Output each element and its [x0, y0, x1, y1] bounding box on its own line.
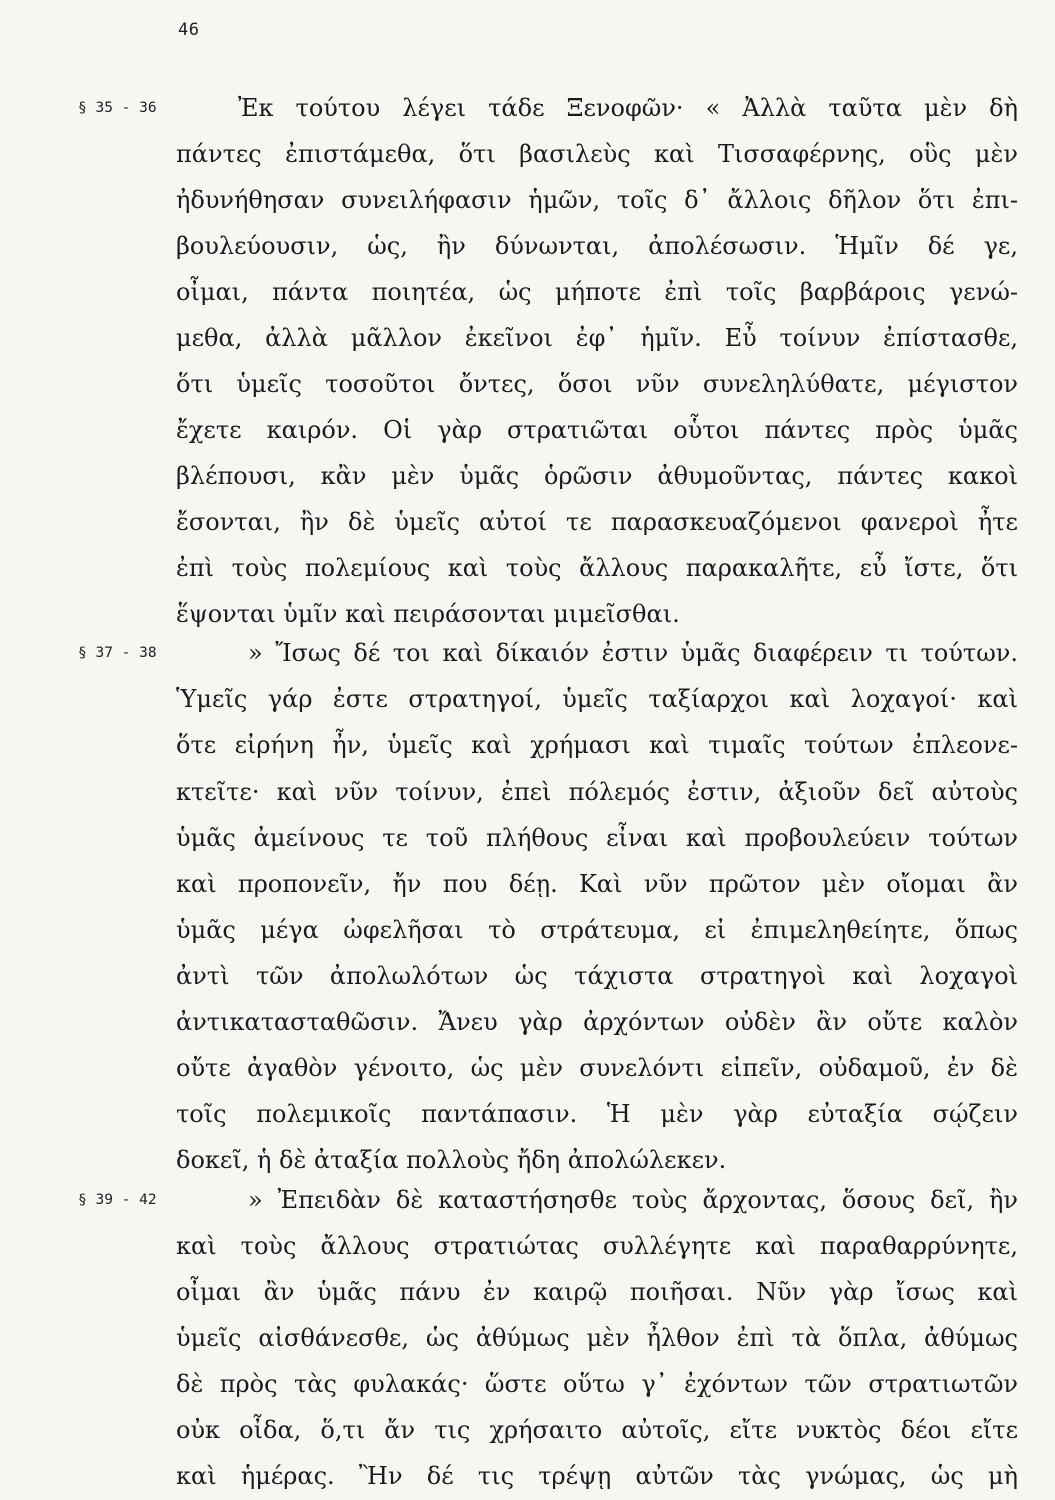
text-line: ὅτε εἰρήνη ἦν, ὑμεῖς καὶ χρήμασι καὶ τιμαῖς τούτων ἐπλεονε-: [176, 731, 1018, 760]
text-line: ὑμᾶς μέγα ὠφελῆσαι τὸ στράτευμα, εἰ ἐπιμεληθείητε, ὅπως: [176, 915, 1018, 944]
text-line: ἀντικατασταθῶσιν. Ἄνευ γὰρ ἀρχόντων οὐδὲν ἂν οὔτε καλὸν: [176, 1007, 1018, 1036]
text-line: μεθα, ἀλλὰ μᾶλλον ἐκεῖνοι ἐφ᾽ ἡμῖν. Εὖ τοίνυν ἐπίστασθε,: [176, 324, 1018, 353]
text-line: ἠδυνήθησαν συνειλήφασιν ἡμῶν, τοῖς δ᾽ ἄλλοις δῆλον ὅτι ἐπι-: [176, 186, 1018, 215]
text-line: ὑμᾶς ἀμείνους τε τοῦ πλήθους εἶναι καὶ προβουλεύειν τούτων: [176, 823, 1018, 852]
text-line: βουλεύουσιν, ὡς, ἢν δύνωνται, ἀπολέσωσιν. Ἡμῖν δέ γε,: [176, 232, 1018, 261]
text-line: πάντες ἐπιστάμεθα, ὅτι βασιλεὺς καὶ Τισσαφέρνης, οὓς μὲν: [176, 140, 1018, 169]
text-line: οἶμαι, πάντα ποιητέα, ὡς μήποτε ἐπὶ τοῖς βαρβάροις γενώ-: [176, 278, 1018, 307]
text-line: καὶ ἡμέρας. Ἢν δέ τις τρέψῃ αὐτῶν τὰς γνώμας, ὡς μὴ: [176, 1462, 1018, 1490]
text-line: ὅτι ὑμεῖς τοσοῦτοι ὄντες, ὅσοι νῦν συνεληλύθατε, μέγιστον: [176, 370, 1018, 399]
text-line: οὔτε ἀγαθὸν γένοιτο, ὡς μὲν συνελόντι εἰπεῖν, οὐδαμοῦ, ἐν δὲ: [176, 1053, 1018, 1082]
section-marker: § 37 - 38: [78, 645, 157, 662]
text-line: κτεῖτε· καὶ νῦν τοίνυν, ἐπεὶ πόλεμός ἐστιν, ἀξιοῦν δεῖ αὐτοὺς: [176, 777, 1018, 806]
text-line: Ἐκ τούτου λέγει τάδε Ξενοφῶν· « Ἀλλὰ ταῦτα μὲν δὴ: [238, 94, 1018, 122]
text-line: καὶ τοὺς ἄλλους στρατιώτας συλλέγητε καὶ παραθαρρύνητε,: [176, 1231, 1018, 1260]
text-line: » Ἐπειδὰν δὲ καταστήσησθε τοὺς ἄρχοντας, ὅσους δεῖ, ἢν: [248, 1185, 1018, 1214]
text-line: ἐπὶ τοὺς πολεμίους καὶ τοὺς ἄλλους παρακαλῆτε, εὖ ἴστε, ὅτι: [176, 554, 1018, 583]
section-marker: § 35 - 36: [78, 99, 157, 116]
text-line: οὐκ οἶδα, ὅ,τι ἄν τις χρήσαιτο αὐτοῖς, εἴτε νυκτὸς δέοι εἴτε: [176, 1415, 1018, 1444]
text-line: ὑμεῖς αἰσθάνεσθε, ὡς ἀθύμως μὲν ἦλθον ἐπὶ τὰ ὅπλα, ἀθύμως: [176, 1323, 1018, 1352]
text-line: καὶ προπονεῖν, ἤν που δέῃ. Καὶ νῦν πρῶτον μὲν οἴομαι ἂν: [176, 869, 1018, 898]
text-line: ἕψονται ὑμῖν καὶ πειράσονται μιμεῖσθαι.: [176, 600, 680, 629]
text-line: ἀντὶ τῶν ἀπολωλότων ὡς τάχιστα στρατηγοὶ καὶ λοχαγοὶ: [176, 961, 1018, 990]
text-line: ἔχετε καιρόν. Οἱ γὰρ στρατιῶται οὗτοι πάντες πρὸς ὑμᾶς: [176, 416, 1018, 445]
text-line: δὲ πρὸς τὰς φυλακάς· ὥστε οὕτω γ᾽ ἐχόντων τῶν στρατιωτῶν: [176, 1369, 1018, 1398]
section-marker: § 39 - 42: [78, 1191, 157, 1208]
text-line: Ὑμεῖς γάρ ἐστε στρατηγοί, ὑμεῖς ταξίαρχοι καὶ λοχαγοί· καὶ: [176, 685, 1018, 714]
text-line: δοκεῖ, ἡ δὲ ἀταξία πολλοὺς ἤδη ἀπολώλεκεν.: [176, 1145, 727, 1174]
page-number: 46: [178, 20, 200, 40]
text-line: βλέπουσι, κἂν μὲν ὑμᾶς ὁρῶσιν ἀθυμοῦντας, πάντες κακοὶ: [176, 462, 1018, 491]
text-line: ἔσονται, ἢν δὲ ὑμεῖς αὐτοί τε παρασκευαζόμενοι φανεροὶ ἦτε: [176, 508, 1018, 537]
text-line: » Ἴσως δέ τοι καὶ δίκαιόν ἐστιν ὑμᾶς διαφέρειν τι τούτων.: [248, 639, 1018, 668]
text-line: οἶμαι ἂν ὑμᾶς πάνυ ἐν καιρῷ ποιῆσαι. Νῦν γὰρ ἴσως καὶ: [176, 1277, 1018, 1306]
text-line: τοῖς πολεμικοῖς παντάπασιν. Ἡ μὲν γὰρ εὐταξία σῴζειν: [176, 1099, 1018, 1128]
